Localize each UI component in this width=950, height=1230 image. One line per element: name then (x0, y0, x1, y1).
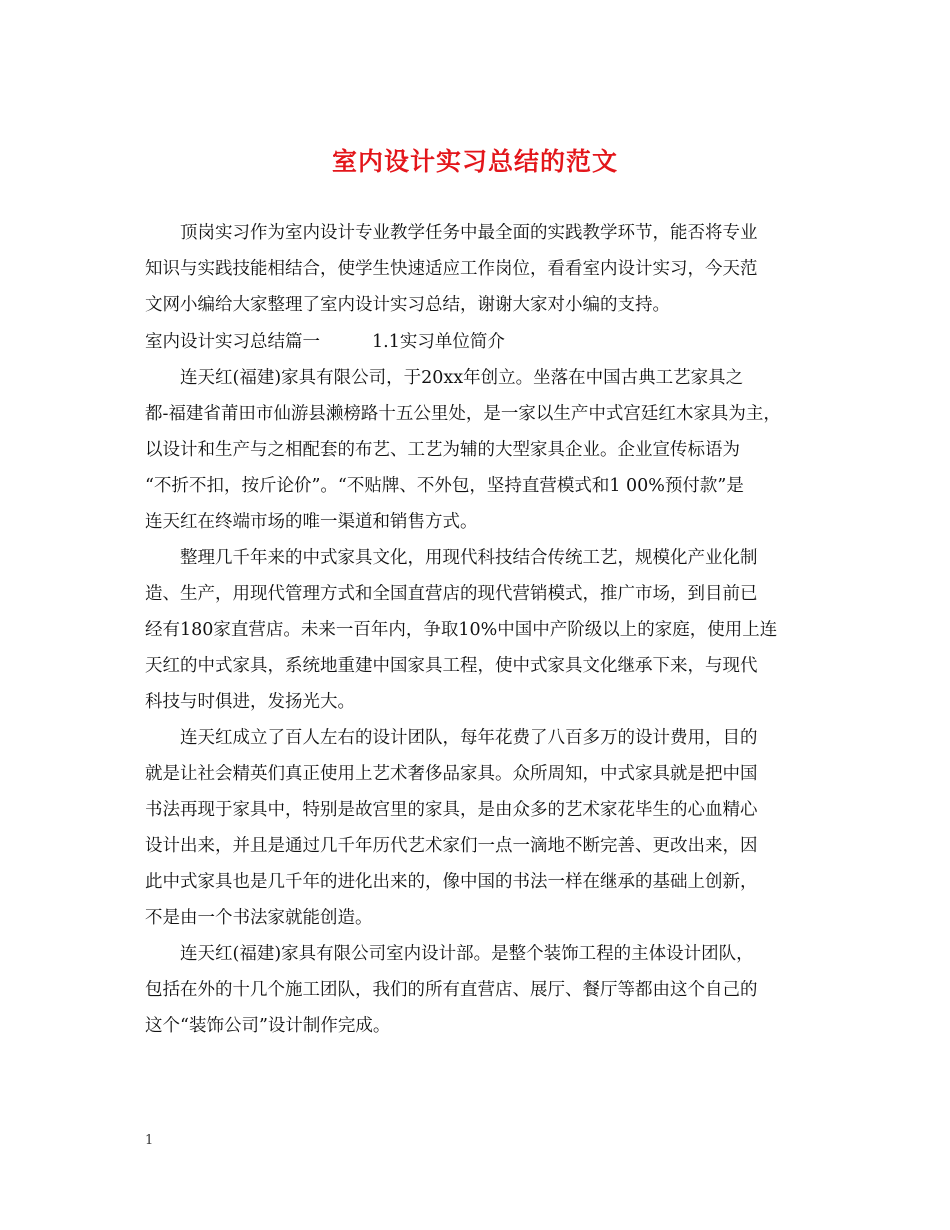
paragraph-line: 以设计和生产与之相配套的布艺、工艺为辅的大型家具企业。企业宣传标语为 (145, 440, 740, 460)
paragraph-line: 包括在外的十几个施工团队，我们的所有直营店、展厅、餐厅等都由这个自己的 (145, 980, 758, 1000)
paragraph-line: 设计出来，并且是通过几千年历代艺术家们一点一滴地不断完善、更改出来，因 (145, 836, 758, 856)
paragraph-line: 此中式家具也是几千年的进化出来的，像中国的书法一样在继承的基础上创新， (145, 872, 758, 892)
page-number: 1 (145, 1133, 154, 1148)
paragraph-line: 知识与实践技能相结合，使学生快速适应工作岗位，看看室内设计实习，今天范 (145, 259, 758, 279)
paragraph-line: 连天红成立了百人左右的设计团队，每年花费了八百多万的设计费用，目的 (180, 728, 758, 748)
paragraph-line: 不是由一个书法家就能创造。 (145, 908, 373, 928)
paragraph-line: 整理几千年来的中式家具文化，用现代科技结合传统工艺，规模化产业化制 (180, 548, 758, 568)
paragraph-line: 就是让社会精英们真正使用上艺术奢侈品家具。众所周知，中式家具就是把中国 (145, 764, 758, 784)
paragraph-line: 连天红(福建)家具有限公司，于20xx年创立。坐落在中国古典工艺家具之 (180, 368, 744, 388)
section-heading-subtitle: 1.1实习单位简介 (372, 332, 505, 352)
paragraph-line: 顶岗实习作为室内设计专业教学任务中最全面的实践教学环节，能否将专业 (180, 223, 758, 243)
paragraph-line: 文网小编给大家整理了室内设计实习总结，谢谢大家对小编的支持。 (145, 295, 670, 315)
paragraph-line: 连天红(福建)家具有限公司室内设计部。是整个装饰工程的主体设计团队， (180, 944, 754, 964)
paragraph-line: 这个“装饰公司”设计制作完成。 (145, 1016, 391, 1036)
page-title: 室内设计实习总结的范文 (331, 147, 618, 176)
paragraph-line: 天红的中式家具，系统地重建中国家具工程，使中式家具文化继承下来，与现代 (145, 656, 758, 676)
section-heading-title: 室内设计实习总结篇一 (145, 332, 320, 352)
paragraph-line: 书法再现于家具中，特别是故宫里的家具，是由众多的艺术家花毕生的心血精心 (145, 800, 758, 820)
paragraph-line: 连天红在终端市场的唯一渠道和销售方式。 (145, 512, 478, 532)
section-heading (145, 330, 825, 354)
paragraph-line: 都-福建省莆田市仙游县濑榜路十五公里处，是一家以生产中式宫廷红木家具为主， (145, 404, 781, 424)
paragraph-line: 造、生产，用现代管理方式和全国直营店的现代营销模式，推广市场，到目前已 (145, 584, 758, 604)
paragraph-line: 科技与时俱进，发扬光大。 (145, 692, 355, 712)
paragraph-line: 经有180家直营店。未来一百年内，争取10%中国中产阶级以上的家庭，使用上连 (145, 620, 778, 640)
paragraph-line: “不折不扣，按斤论价”。“不贴牌、不外包，坚持直营模式和1 00%预付款”是 (145, 476, 744, 496)
